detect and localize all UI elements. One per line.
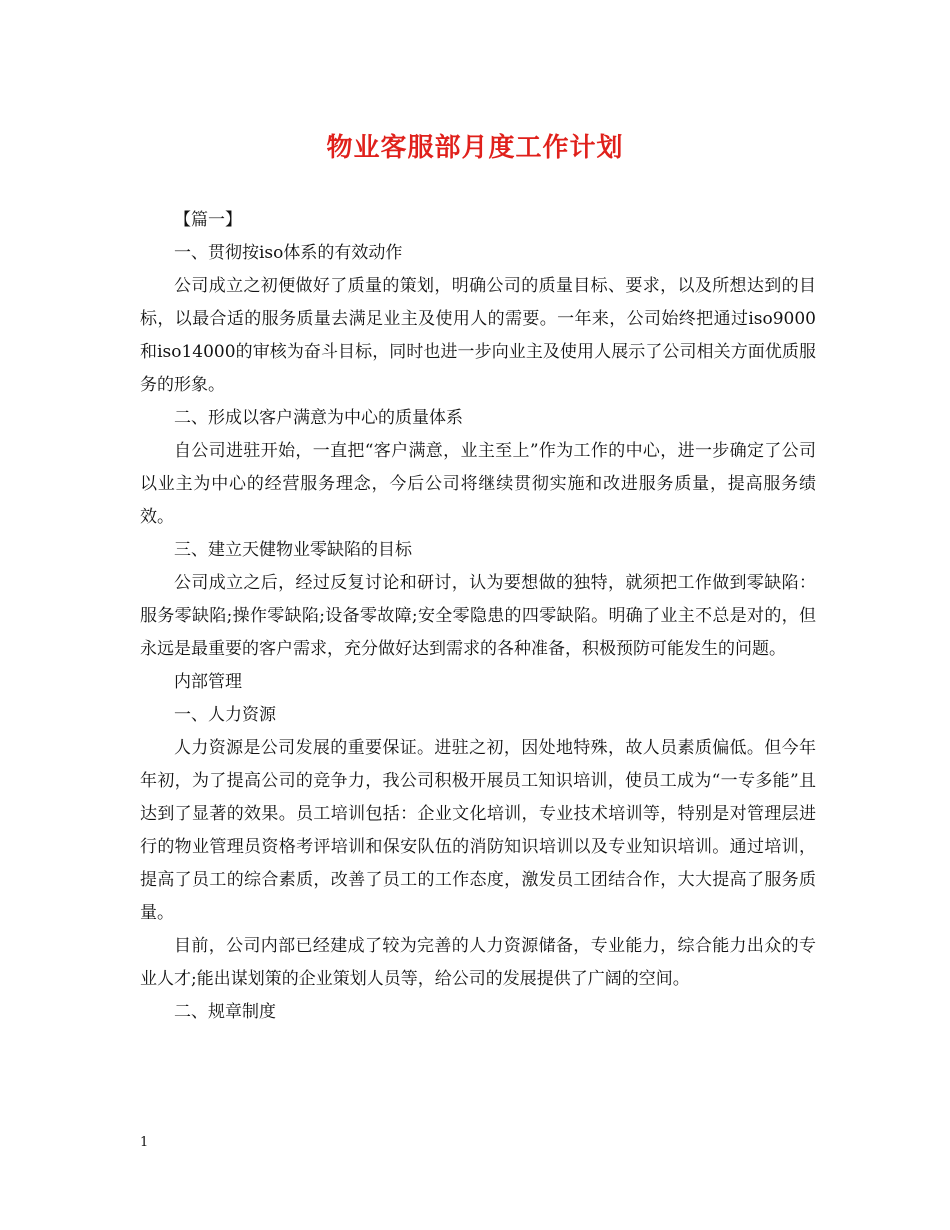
section-label: 【篇一】	[174, 210, 242, 230]
paragraph: 目前，公司内部已经建成了较为完善的人力资源储备，专业能力，综合能力出众的专业人才;能出谋划策的企业策划人员等，给公司的发展提供了广阔的空间。	[140, 936, 816, 989]
document-body	[140, 204, 816, 1029]
section-heading: 一、贯彻按iso体系的有效动作	[174, 243, 403, 263]
page-title: 物业客服部月度工作计划	[326, 133, 624, 163]
section-heading: 内部管理	[174, 672, 242, 692]
paragraph: 公司成立之初便做好了质量的策划，明确公司的质量目标、要求，以及所想达到的目标，以最合适的服务质量去满足业主及使用人的需要。一年来，公司始终把通过iso9000和iso14000的审核为奋斗目标，同时也进一步向业主及使用人展示了公司相关方面优质服务的形象。	[140, 276, 816, 395]
section-heading: 二、规章制度	[174, 1002, 276, 1022]
paragraph: 人力资源是公司发展的重要保证。进驻之初，因处地特殊，故人员素质偏低。但今年年初，为了提高公司的竞争力，我公司积极开展员工知识培训，使员工成为“一专多能”且达到了显著的效果。员工培训包括：企业文化培训，专业技术培训等，特别是对管理层进行的物业管理员资格考评培训和保安队伍的消防知识培训以及专业知识培训。通过培训，提高了员工的综合素质，改善了员工的工作态度，激发员工团结合作，大大提高了服务质量。	[140, 738, 816, 923]
paragraph: 自公司进驻开始，一直把“客户满意，业主至上”作为工作的中心，进一步确定了公司以业主为中心的经营服务理念，今后公司将继续贯彻实施和改进服务质量，提高服务绩效。	[140, 441, 816, 527]
page-number: 1	[140, 1135, 149, 1150]
section-heading: 三、建立天健物业零缺陷的目标	[174, 540, 412, 560]
section-heading: 一、人力资源	[174, 705, 276, 725]
paragraph: 公司成立之后，经过反复讨论和研讨，认为要想做的独特，就须把工作做到零缺陷：服务零缺陷;操作零缺陷;设备零故障;安全零隐患的四零缺陷。明确了业主不总是对的，但永远是最重要的客户需求，充分做好达到需求的各种准备，积极预防可能发生的问题。	[140, 573, 816, 659]
section-heading: 二、形成以客户满意为中心的质量体系	[174, 408, 463, 428]
